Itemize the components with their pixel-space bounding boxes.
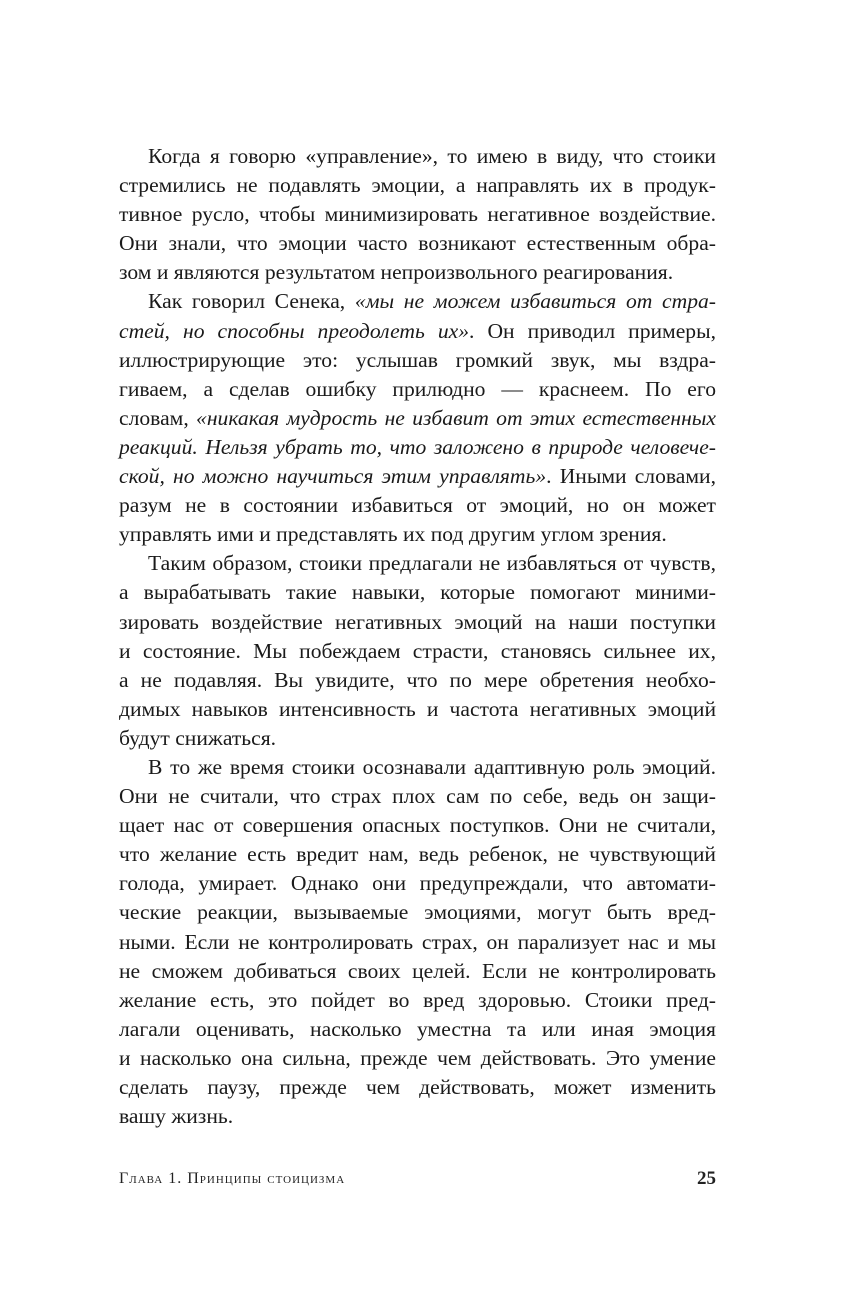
text-line xyxy=(119,171,716,200)
text-segment: стремились не подавлять эмоции, а направлять их в продук- xyxy=(119,173,716,198)
text-line xyxy=(119,491,716,520)
running-footer-chapter-title: Глава 1. Принципы стоицизма xyxy=(119,1170,346,1187)
text-line xyxy=(119,840,716,869)
quote-segment: ской, но можно научиться этим управлять» xyxy=(119,464,547,489)
text-segment: лагали оценивать, насколько уместна та или иная эмоция xyxy=(119,1016,716,1041)
text-segment: ными. Если не контролировать страх, он парализует нас и мы xyxy=(119,929,716,954)
text-line xyxy=(119,957,716,986)
quote-segment: «мы не можем избавиться от стра- xyxy=(354,289,716,314)
text-line xyxy=(119,986,716,1015)
text-line xyxy=(119,433,716,462)
text-segment: Когда я говорю «управление», то имею в виду, что стоики xyxy=(148,144,716,168)
text-line xyxy=(119,578,716,607)
quote-segment: «никакая мудрость не избавит от этих естественных xyxy=(196,405,716,430)
text-segment: Они знали, что эмоции часто возникают естественным обра- xyxy=(119,231,716,256)
text-segment: и состояние. Мы побеждаем страсти, становясь сильнее их, xyxy=(119,638,716,663)
text-segment: . Он приводил примеры, xyxy=(469,318,717,343)
text-line xyxy=(119,404,716,433)
text-line xyxy=(119,1102,716,1131)
text-line xyxy=(119,753,716,782)
text-segment: Таким образом, стоики предлагали не избавляться от чувств, xyxy=(148,551,716,576)
text-line xyxy=(119,346,716,375)
text-line xyxy=(119,1073,716,1102)
text-segment: вашу жизнь. xyxy=(119,1104,234,1129)
text-line xyxy=(119,637,716,666)
text-segment: желание есть, это пойдет во вред здоровью. Стоики пред- xyxy=(119,987,716,1012)
body-text xyxy=(119,142,716,1131)
text-segment: димых навыков интенсивность и частота негативных эмоций xyxy=(119,696,716,721)
text-line xyxy=(119,462,716,491)
text-line xyxy=(119,375,716,404)
text-line xyxy=(119,1044,716,1073)
text-line xyxy=(119,520,716,549)
text-line xyxy=(119,724,716,753)
quote-segment: реакций. Нельзя убрать то, что заложено в природе человече- xyxy=(119,434,716,459)
text-line xyxy=(119,287,716,316)
text-segment: . Иными словами, xyxy=(546,464,716,489)
quote-segment: стей, но способны преодолеть их» xyxy=(119,318,470,343)
text-line xyxy=(119,549,716,578)
text-line xyxy=(119,898,716,927)
text-segment: а вырабатывать такие навыки, которые помогают миними- xyxy=(119,580,716,605)
text-line xyxy=(119,811,716,840)
text-line xyxy=(119,200,716,229)
text-segment: щает нас от совершения опасных поступков. Они не считали, xyxy=(119,813,716,838)
text-segment: Они не считали, что страх плох сам по себе, ведь он защи- xyxy=(119,784,716,809)
text-segment: разум не в состоянии избавиться от эмоций, но он может xyxy=(119,493,716,518)
text-line xyxy=(119,317,716,346)
page-footer xyxy=(119,1170,716,1200)
text-segment: а не подавляя. Вы увидите, что по мере обретения необхо- xyxy=(119,667,716,692)
text-segment: Как говорил Сенека, xyxy=(148,289,355,314)
text-line xyxy=(119,782,716,811)
text-line xyxy=(119,869,716,898)
text-segment: и насколько она сильна, прежде чем действовать. Это умение xyxy=(119,1045,716,1070)
text-segment: не сможем добиваться своих целей. Если не контролировать xyxy=(119,958,716,983)
text-line xyxy=(119,695,716,724)
text-segment: тивное русло, чтобы минимизировать негативное воздействие. xyxy=(119,202,716,227)
text-line xyxy=(119,1015,716,1044)
text-line xyxy=(119,666,716,695)
text-segment: управлять ими и представлять их под другим углом зрения. xyxy=(119,522,667,547)
text-line xyxy=(119,229,716,258)
text-segment: гиваем, а сделав ошибку прилюдно — краснеем. По его xyxy=(119,376,716,401)
text-segment: сделать паузу, прежде чем действовать, может изменить xyxy=(119,1075,716,1099)
text-segment: иллюстрирующие это: услышав громкий звук, мы вздра- xyxy=(119,347,716,372)
text-segment: что желание есть вредит нам, ведь ребенок, не чувствующий xyxy=(119,842,716,867)
text-line xyxy=(119,928,716,957)
text-segment: ческие реакции, вызываемые эмоциями, могут быть вред- xyxy=(119,900,716,925)
text-segment: зировать воздействие негативных эмоций на наши поступки xyxy=(119,609,716,634)
page-number: 25 xyxy=(697,1168,716,1189)
text-segment: словам, xyxy=(119,405,197,430)
text-segment: В то же время стоики осознавали адаптивную роль эмоций. xyxy=(148,754,716,779)
text-segment: зом и являются результатом непроизвольного реагирования. xyxy=(119,260,674,285)
text-segment: голода, умирает. Однако они предупреждали, что автомати- xyxy=(119,871,716,896)
text-line xyxy=(119,142,716,171)
text-line xyxy=(119,608,716,637)
text-segment: будут снижаться. xyxy=(119,725,277,750)
text-line xyxy=(119,258,716,287)
